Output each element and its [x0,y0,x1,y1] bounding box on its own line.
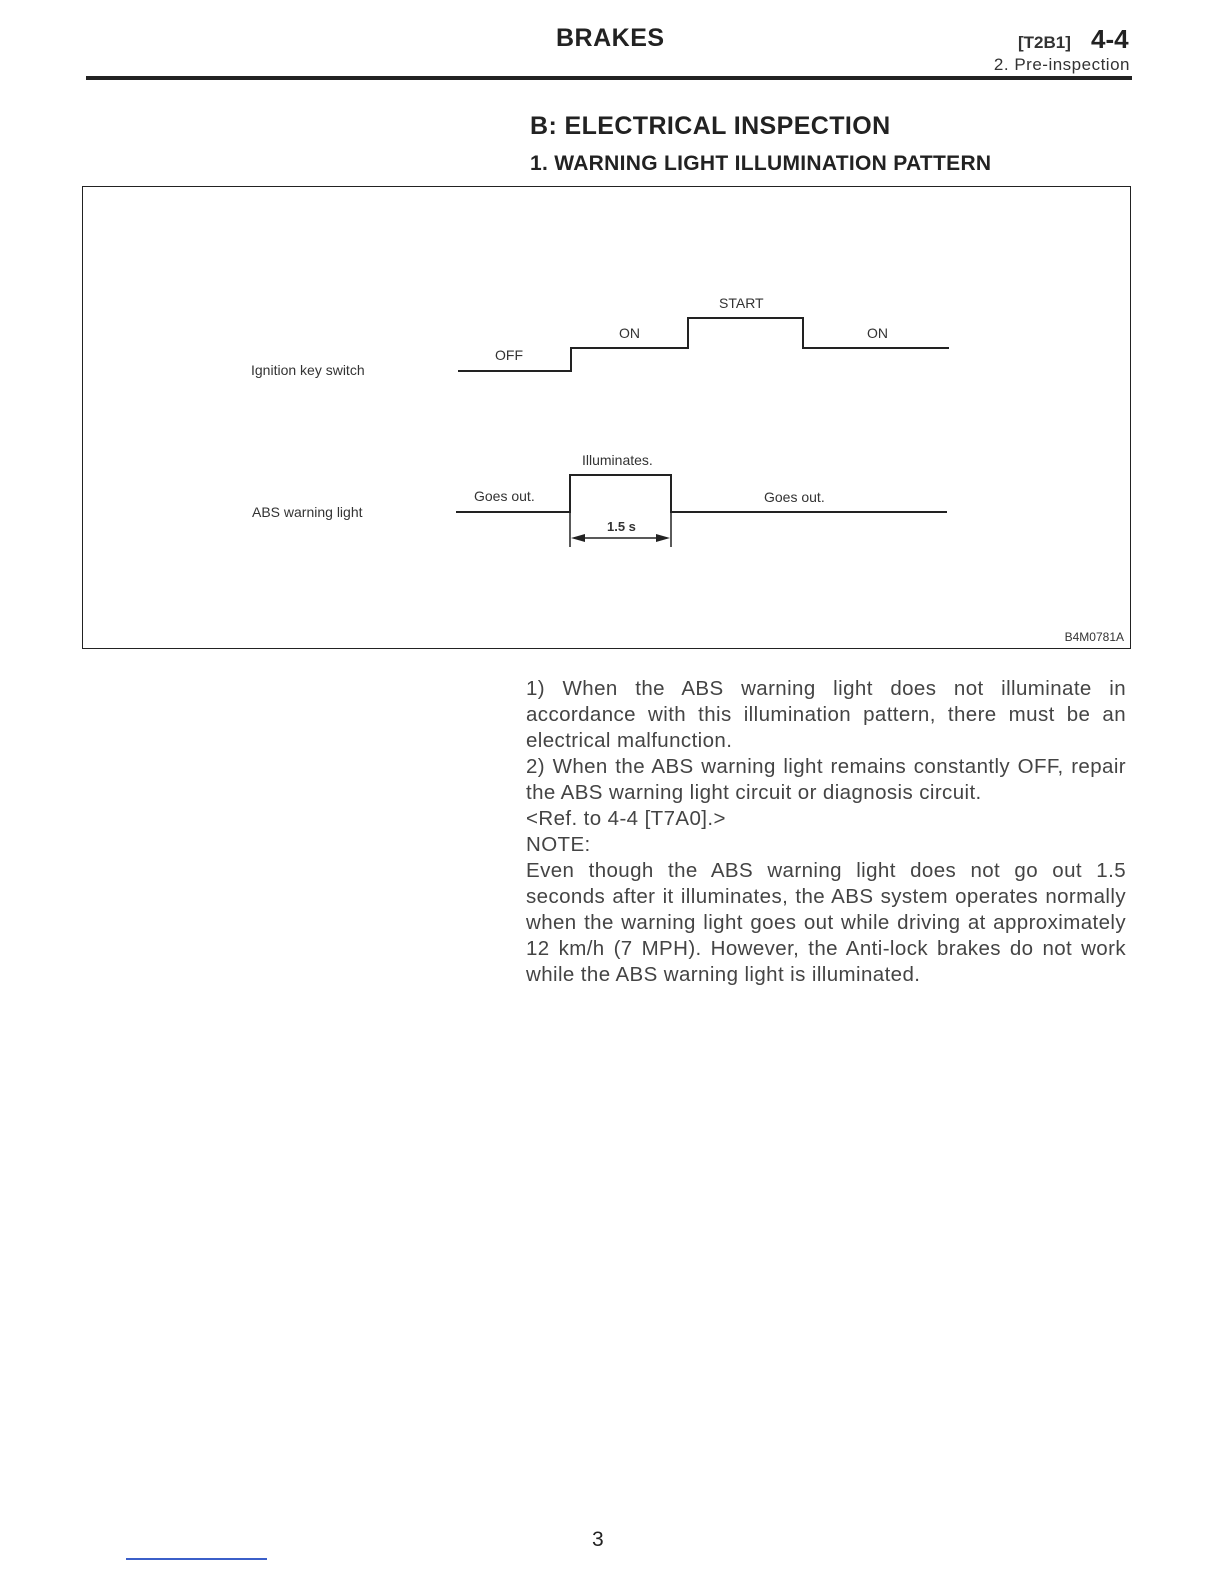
header-rule [86,76,1132,80]
start-label: START [719,295,764,311]
note-text: Even though the ABS warning light does not go out 1.5 seconds after it illuminates, the ABS system operates normally when the warning light goes out while driving at approximately 12 km/h (7 MPH). However, the Anti-lock brakes do not work while the ABS warning light is illuminated. [526,859,1126,986]
note-label: NOTE: [526,833,591,856]
page-number: 3 [592,1528,604,1551]
body-text [526,676,1126,988]
illuminates-label: Illuminates. [582,452,653,468]
paragraph-1: 1) When the ABS warning light does not illuminate in accordance with this illumination pattern, there must be an electrical malfunction. [526,677,1126,752]
timing-diagram-figure [82,186,1131,649]
on-label-1: ON [619,325,640,341]
duration-label: 1.5 s [607,519,636,534]
header-page-id: 4-4 [1091,24,1129,54]
section-subtitle: 1. WARNING LIGHT ILLUMINATION PATTERN [530,152,992,175]
footer-link-underline[interactable] [126,1558,267,1560]
goes-out-label-1: Goes out. [474,488,535,504]
paragraph-2: 2) When the ABS warning light remains constantly OFF, repair the ABS warning light circuit or diagnosis circuit. [526,755,1126,804]
duration-arrow-right-head [656,534,670,542]
header-title: BRAKES [556,24,665,52]
on-label-2: ON [867,325,888,341]
goes-out-label-2: Goes out. [764,489,825,505]
timing-diagram [83,187,1132,650]
off-label: OFF [495,347,523,363]
reference: <Ref. to 4-4 [T7A0].> [526,807,726,830]
figure-id: B4M0781A [1064,630,1124,644]
duration-arrow-left-head [571,534,585,542]
section-title: B: ELECTRICAL INSPECTION [530,112,891,140]
header-subtitle: 2. Pre-inspection [993,55,1130,74]
ignition-key-switch-label: Ignition key switch [251,362,365,378]
header-section-code: [T2B1] [1018,33,1071,52]
abs-warning-light-label: ABS warning light [252,504,363,520]
